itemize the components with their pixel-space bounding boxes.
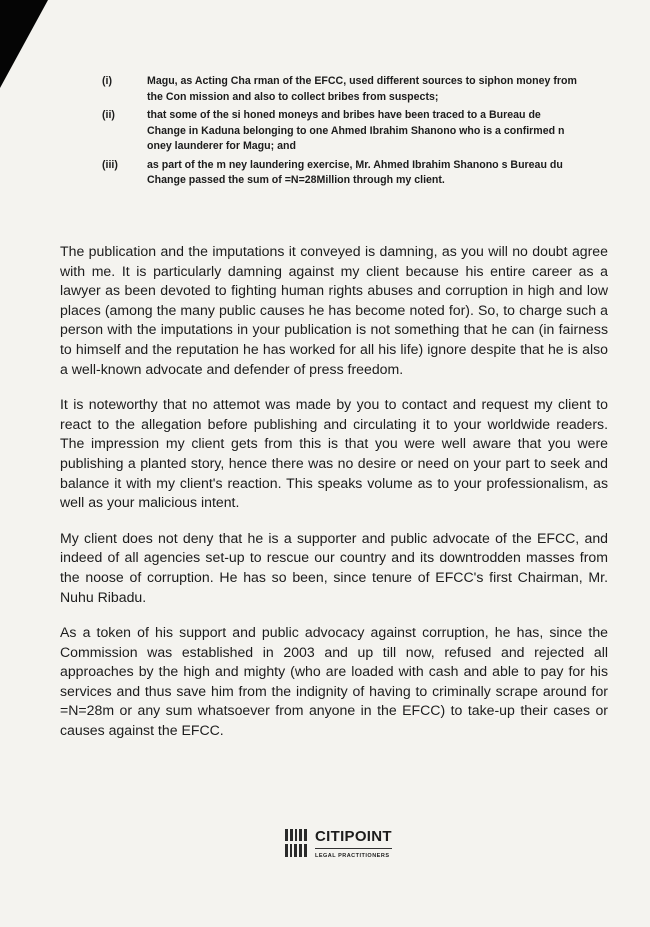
list-item-text: Magu, as Acting Cha rman of the EFCC, used different sources to siphon money from the Con mission and also to collect bribes from suspects; bbox=[147, 75, 577, 103]
firm-logo bbox=[285, 829, 392, 859]
list-item-number: (iii) bbox=[102, 158, 118, 171]
list-item-number: (i) bbox=[102, 75, 112, 87]
paragraph: My client does not deny that he is a supporter and public advocate of the EFCC, and indeed of all agencies set-up to rescue our country and its downtrodden masses from the noose of corruption. He has so been, since tenure of EFCC's first Chairman, Mr. Nuhu Ribadu. bbox=[60, 529, 608, 605]
list-item bbox=[102, 74, 580, 105]
list-item-text: as part of the m ney laundering exercise, Mr. Ahmed Ibrahim Shanono s Bureau du Change passed the sum of =N=28Million through my client. bbox=[147, 158, 563, 186]
firm-subtitle: LEGAL PRACTITIONERS bbox=[315, 853, 390, 859]
list-item bbox=[102, 108, 580, 155]
letter-body bbox=[60, 242, 608, 757]
scan-corner-shadow bbox=[0, 0, 48, 88]
list-item-number: (ii) bbox=[102, 109, 115, 121]
firm-name: CITIPOINT bbox=[315, 829, 392, 849]
paragraph: As a token of his support and public advocacy against corruption, he has, since the Commission was established in 2003 and up till now, refused and rejected all approaches by the high and mighty (who are loaded with cash and able to pay for his services and thus save him from the indignity of having to criminally scrape around for =N=28m or any sum whatsoever from anyone in the EFCC) to take-up their cases or causes against the EFCC. bbox=[60, 624, 608, 739]
paragraph: It is noteworthy that no attemot was made by you to contact and request my client to react to the allegation before publishing and circulating it to your worldwide readers. The impression my client gets from this is that you were well aware that you were publishing a planted story, hence there was no desire or need on your part to seek and balance it with my client's reaction. This speaks volume as to your professionalism, as well as your malicious intent. bbox=[60, 396, 608, 511]
list-item-text: that some of the si honed moneys and bribes have been traced to a Bureau de Change in Kaduna belonging to one Ahmed Ibrahim Shanono who is a confirmed n oney launderer for Magu; and bbox=[147, 109, 565, 152]
list-item bbox=[102, 158, 580, 189]
citipoint-logo-icon bbox=[285, 829, 309, 859]
paragraph: The publication and the imputations it conveyed is damning, as you will no doubt agree with me. It is particularly damning against my client because his entire career as a lawyer as been devoted to fighting human rights abuses and corruption in high and low places (among the many public causes he has become noted for). So, to charge such a person with the imputations in your publication is not something that he can (in fairness to himself and the reputation he has worked for all his life) ignore despite that he is also a well-known advocate and defender of press freedom. bbox=[60, 243, 608, 377]
allegations-list bbox=[102, 74, 580, 192]
